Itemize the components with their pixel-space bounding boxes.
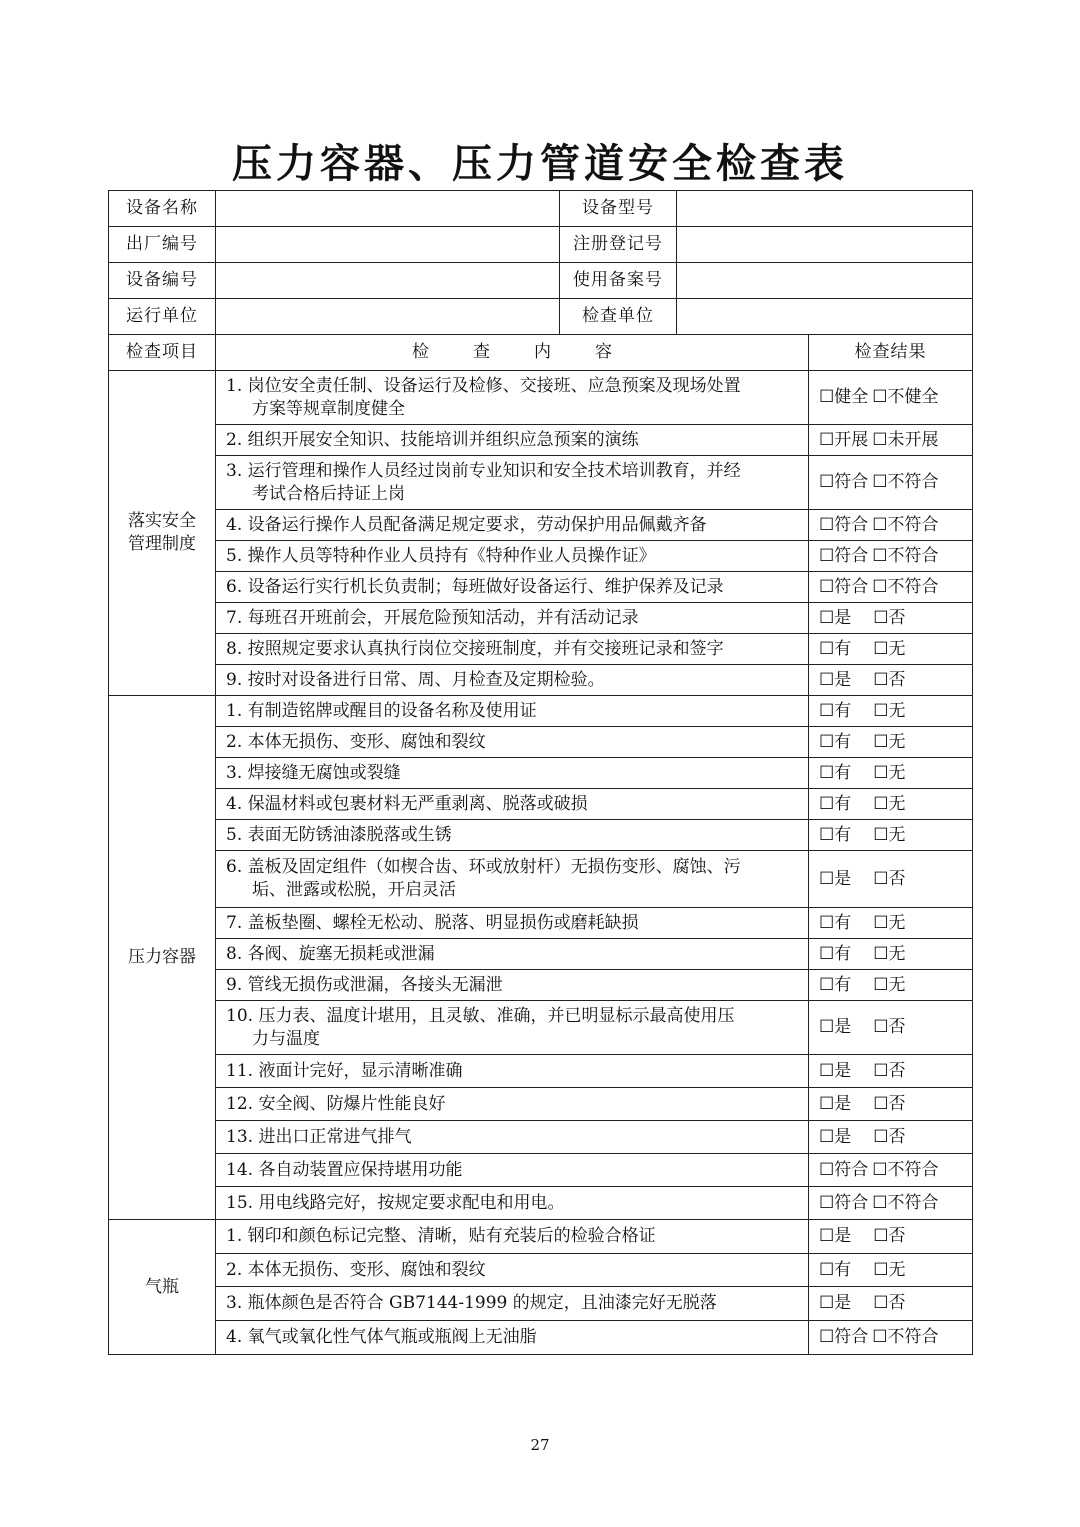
info-value-field[interactable]	[216, 191, 560, 227]
item-text: 4. 设备运行操作人员配备满足规定要求，劳动保护用品佩戴齐备	[226, 514, 707, 535]
result-option-checkbox[interactable]: ☐有	[819, 943, 852, 964]
item-content	[216, 1088, 809, 1121]
header-item: 检查项目	[109, 335, 216, 371]
item-text-continued: 垢、泄露或松脱，开启灵活	[252, 880, 456, 900]
result-option-checkbox[interactable]: ☐有	[819, 700, 852, 721]
item-content	[216, 1154, 809, 1187]
table-row	[109, 696, 973, 727]
result-option-checkbox[interactable]: ☐无	[873, 912, 906, 933]
item-result	[809, 634, 973, 665]
item-content	[216, 634, 809, 665]
item-result	[809, 1154, 973, 1187]
table-row	[109, 634, 973, 665]
info-row	[109, 263, 973, 299]
item-content	[216, 1001, 809, 1055]
item-result	[809, 371, 973, 425]
section-name: 落实安全管理制度	[109, 371, 216, 696]
result-option-checkbox[interactable]: ☐无	[873, 638, 906, 659]
table-row	[109, 908, 973, 939]
result-option-checkbox[interactable]: ☐有	[819, 793, 852, 814]
item-content	[216, 371, 809, 425]
result-option-checkbox[interactable]: ☐符合	[819, 1159, 869, 1180]
info-row	[109, 191, 973, 227]
item-text: 15. 用电线路完好，按规定要求配电和用电。	[226, 1192, 565, 1213]
result-option-checkbox[interactable]: ☐有	[819, 638, 852, 659]
info-row	[109, 227, 973, 263]
item-text: 5. 表面无防锈油漆脱落或生锈	[226, 824, 452, 845]
table-row	[109, 603, 973, 634]
table-row	[109, 851, 973, 908]
info-label: 出厂编号	[109, 227, 216, 263]
item-content	[216, 425, 809, 456]
item-text: 6. 设备运行实行机长负责制；每班做好设备运行、维护保养及记录	[226, 576, 724, 597]
item-content	[216, 1287, 809, 1321]
info-label: 设备名称	[109, 191, 216, 227]
result-option-checkbox[interactable]: ☐否	[873, 1017, 906, 1037]
item-text: 6. 盖板及固定组件（如楔合齿、环或放射杆）无损伤变形、腐蚀、污	[226, 857, 741, 877]
item-text: 2. 本体无损伤、变形、腐蚀和裂纹	[226, 731, 486, 752]
table-row	[109, 572, 973, 603]
result-option-checkbox[interactable]: ☐否	[873, 1226, 906, 1246]
item-result	[809, 1220, 973, 1254]
item-content	[216, 908, 809, 939]
item-content	[216, 851, 809, 908]
item-content	[216, 789, 809, 820]
item-result	[809, 456, 973, 510]
result-option-checkbox[interactable]: ☐有	[819, 762, 852, 783]
item-content	[216, 510, 809, 541]
item-text: 11. 液面计完好，显示清晰准确	[226, 1060, 463, 1081]
header-content: 检查内容	[216, 335, 809, 371]
table-row	[109, 1055, 973, 1088]
table-row	[109, 758, 973, 789]
info-label: 检查单位	[560, 299, 677, 335]
result-option-checkbox[interactable]: ☐无	[873, 700, 906, 721]
result-option-checkbox[interactable]: ☐不健全	[872, 387, 939, 407]
item-result	[809, 820, 973, 851]
item-text: 8. 各阀、旋塞无损耗或泄漏	[226, 943, 435, 964]
info-label: 设备编号	[109, 263, 216, 299]
item-text: 9. 管线无损伤或泄漏，各接头无漏泄	[226, 974, 503, 995]
info-value-field[interactable]	[216, 227, 560, 263]
item-text: 14. 各自动装置应保持堪用功能	[226, 1159, 463, 1180]
table-row	[109, 1088, 973, 1121]
table-row	[109, 665, 973, 696]
result-option-checkbox[interactable]: ☐不符合	[872, 576, 939, 597]
item-result	[809, 1088, 973, 1121]
result-option-checkbox[interactable]: ☐符合	[819, 472, 869, 492]
item-text: 1. 岗位安全责任制、设备运行及检修、交接班、应急预案及现场处置	[226, 375, 741, 396]
table-row	[109, 1154, 973, 1187]
item-text-continued: 力与温度	[252, 1028, 320, 1049]
result-option-checkbox[interactable]: ☐是	[819, 1293, 852, 1313]
table-row	[109, 789, 973, 820]
table-header-row	[109, 335, 973, 371]
result-option-checkbox[interactable]: ☐有	[819, 1259, 852, 1280]
item-text: 4. 保温材料或包裹材料无严重剥离、脱落或破损	[226, 793, 588, 814]
item-content	[216, 970, 809, 1001]
item-result	[809, 1001, 973, 1055]
item-content	[216, 758, 809, 789]
item-text: 2. 本体无损伤、变形、腐蚀和裂纹	[226, 1259, 486, 1280]
item-result	[809, 1321, 973, 1355]
item-result	[809, 1187, 973, 1220]
section-name: 压力容器	[109, 696, 216, 1220]
item-content	[216, 665, 809, 696]
item-text: 8. 按照规定要求认真执行岗位交接班制度，并有交接班记录和签字	[226, 638, 724, 659]
table-row	[109, 820, 973, 851]
result-option-checkbox[interactable]: ☐否	[873, 868, 906, 889]
item-result	[809, 1254, 973, 1287]
item-result	[809, 727, 973, 758]
section-name: 气瓶	[109, 1220, 216, 1355]
header-result: 检查结果	[809, 335, 973, 371]
result-option-checkbox[interactable]: ☐不符合	[872, 472, 939, 492]
item-content	[216, 727, 809, 758]
result-option-checkbox[interactable]: ☐有	[819, 912, 852, 933]
item-result	[809, 696, 973, 727]
item-result	[809, 510, 973, 541]
item-result	[809, 1287, 973, 1321]
info-label: 运行单位	[109, 299, 216, 335]
result-option-checkbox[interactable]: ☐不符合	[872, 1327, 939, 1347]
result-option-checkbox[interactable]: ☐是	[819, 669, 852, 690]
result-option-checkbox[interactable]: ☐符合	[819, 576, 869, 597]
item-result	[809, 1121, 973, 1154]
result-option-checkbox[interactable]: ☐无	[873, 824, 906, 845]
result-option-checkbox[interactable]: ☐不符合	[872, 514, 939, 535]
info-value-field[interactable]	[677, 227, 973, 263]
result-option-checkbox[interactable]: ☐否	[873, 607, 906, 628]
table-row	[109, 1220, 973, 1254]
result-option-checkbox[interactable]: ☐开展	[819, 429, 869, 450]
result-option-checkbox[interactable]: ☐无	[873, 731, 906, 752]
table-row	[109, 1001, 973, 1055]
table-row	[109, 1287, 973, 1321]
item-text: 3. 瓶体颜色是否符合 GB7144-1999 的规定，且油漆完好无脱落	[226, 1293, 717, 1313]
result-option-checkbox[interactable]: ☐是	[819, 1226, 852, 1246]
result-option-checkbox[interactable]: ☐否	[873, 1093, 906, 1114]
info-value-field[interactable]	[677, 263, 973, 299]
result-option-checkbox[interactable]: ☐不符合	[872, 1192, 939, 1213]
item-content	[216, 603, 809, 634]
result-option-checkbox[interactable]: ☐是	[819, 1126, 852, 1147]
table-row	[109, 727, 973, 758]
table-row	[109, 1121, 973, 1154]
result-option-checkbox[interactable]: ☐是	[819, 1093, 852, 1114]
result-option-checkbox[interactable]: ☐有	[819, 974, 852, 995]
result-option-checkbox[interactable]: ☐否	[873, 1293, 906, 1313]
item-text: 7. 每班召开班前会，开展危险预知活动，并有活动记录	[226, 607, 639, 628]
item-content	[216, 541, 809, 572]
item-text: 3. 运行管理和操作人员经过岗前专业知识和安全技术培训教育，并经	[226, 460, 741, 481]
item-result	[809, 425, 973, 456]
info-label: 使用备案号	[560, 263, 677, 299]
table-row	[109, 456, 973, 510]
item-content	[216, 1121, 809, 1154]
item-result	[809, 665, 973, 696]
result-option-checkbox[interactable]: ☐有	[819, 731, 852, 752]
item-result	[809, 603, 973, 634]
item-content	[216, 1321, 809, 1355]
page-title: 压力容器、压力管道安全检查表	[232, 141, 848, 187]
item-result	[809, 1055, 973, 1088]
item-text: 2. 组织开展安全知识、技能培训并组织应急预案的演练	[226, 429, 639, 450]
item-text: 10. 压力表、温度计堪用，且灵敏、准确，并已明显标示最高使用压	[226, 1005, 735, 1026]
item-content	[216, 456, 809, 510]
item-text: 3. 焊接缝无腐蚀或裂缝	[226, 762, 401, 783]
result-option-checkbox[interactable]: ☐否	[873, 1060, 906, 1081]
item-content	[216, 1055, 809, 1088]
item-text: 7. 盖板垫圈、螺栓无松动、脱落、明显损伤或磨耗缺损	[226, 912, 639, 933]
table-row	[109, 541, 973, 572]
info-value-field[interactable]	[216, 299, 560, 335]
table-row	[109, 970, 973, 1001]
item-text: 4. 氧气或氧化性气体气瓶或瓶阀上无油脂	[226, 1327, 537, 1347]
item-text: 13. 进出口正常进气排气	[226, 1126, 412, 1147]
info-value-field[interactable]	[216, 263, 560, 299]
item-text-continued: 方案等规章制度健全	[252, 398, 405, 419]
result-option-checkbox[interactable]: ☐是	[819, 1017, 852, 1037]
table-row	[109, 510, 973, 541]
page-number: 27	[530, 1436, 550, 1454]
result-option-checkbox[interactable]: ☐符合	[819, 1192, 869, 1213]
result-option-checkbox[interactable]: ☐无	[873, 974, 906, 995]
result-option-checkbox[interactable]: ☐符合	[819, 514, 869, 535]
result-option-checkbox[interactable]: ☐无	[873, 762, 906, 783]
result-option-checkbox[interactable]: ☐否	[873, 669, 906, 690]
result-option-checkbox[interactable]: ☐符合	[819, 545, 869, 566]
item-result	[809, 970, 973, 1001]
info-value-field[interactable]	[677, 299, 973, 335]
info-label: 设备型号	[560, 191, 677, 227]
item-result	[809, 908, 973, 939]
table-row	[109, 1254, 973, 1287]
item-content	[216, 572, 809, 603]
info-label: 注册登记号	[560, 227, 677, 263]
table-row	[109, 1321, 973, 1355]
item-text: 5. 操作人员等特种作业人员持有《特种作业人员操作证》	[226, 545, 656, 566]
table-row	[109, 939, 973, 970]
info-value-field[interactable]	[677, 191, 973, 227]
table-row	[109, 425, 973, 456]
info-row	[109, 299, 973, 335]
item-result	[809, 939, 973, 970]
table-row	[109, 371, 973, 425]
item-result	[809, 541, 973, 572]
item-content	[216, 1254, 809, 1287]
result-option-checkbox[interactable]: ☐健全	[819, 387, 869, 407]
result-option-checkbox[interactable]: ☐是	[819, 868, 852, 889]
result-option-checkbox[interactable]: ☐不符合	[872, 1159, 939, 1180]
result-option-checkbox[interactable]: ☐未开展	[872, 429, 939, 450]
result-option-checkbox[interactable]: ☐是	[819, 607, 852, 628]
item-result	[809, 572, 973, 603]
item-result	[809, 758, 973, 789]
item-content	[216, 939, 809, 970]
item-content	[216, 696, 809, 727]
inspection-table	[108, 190, 973, 1355]
result-option-checkbox[interactable]: ☐无	[873, 943, 906, 964]
item-content	[216, 1220, 809, 1254]
item-text: 9. 按时对设备进行日常、周、月检查及定期检验。	[226, 669, 605, 690]
item-text: 1. 钢印和颜色标记完整、清晰，贴有充装后的检验合格证	[226, 1226, 656, 1246]
result-option-checkbox[interactable]: ☐是	[819, 1060, 852, 1081]
item-content	[216, 820, 809, 851]
table-row	[109, 1187, 973, 1220]
result-option-checkbox[interactable]: ☐无	[873, 793, 906, 814]
result-option-checkbox[interactable]: ☐有	[819, 824, 852, 845]
item-result	[809, 851, 973, 908]
item-content	[216, 1187, 809, 1220]
item-text: 1. 有制造铭牌或醒目的设备名称及使用证	[226, 700, 537, 721]
result-option-checkbox[interactable]: ☐符合	[819, 1327, 869, 1347]
item-text-continued: 考试合格后持证上岗	[252, 483, 405, 504]
result-option-checkbox[interactable]: ☐无	[873, 1259, 906, 1280]
item-result	[809, 789, 973, 820]
item-text: 12. 安全阀、防爆片性能良好	[226, 1093, 446, 1114]
result-option-checkbox[interactable]: ☐否	[873, 1126, 906, 1147]
result-option-checkbox[interactable]: ☐不符合	[872, 545, 939, 566]
